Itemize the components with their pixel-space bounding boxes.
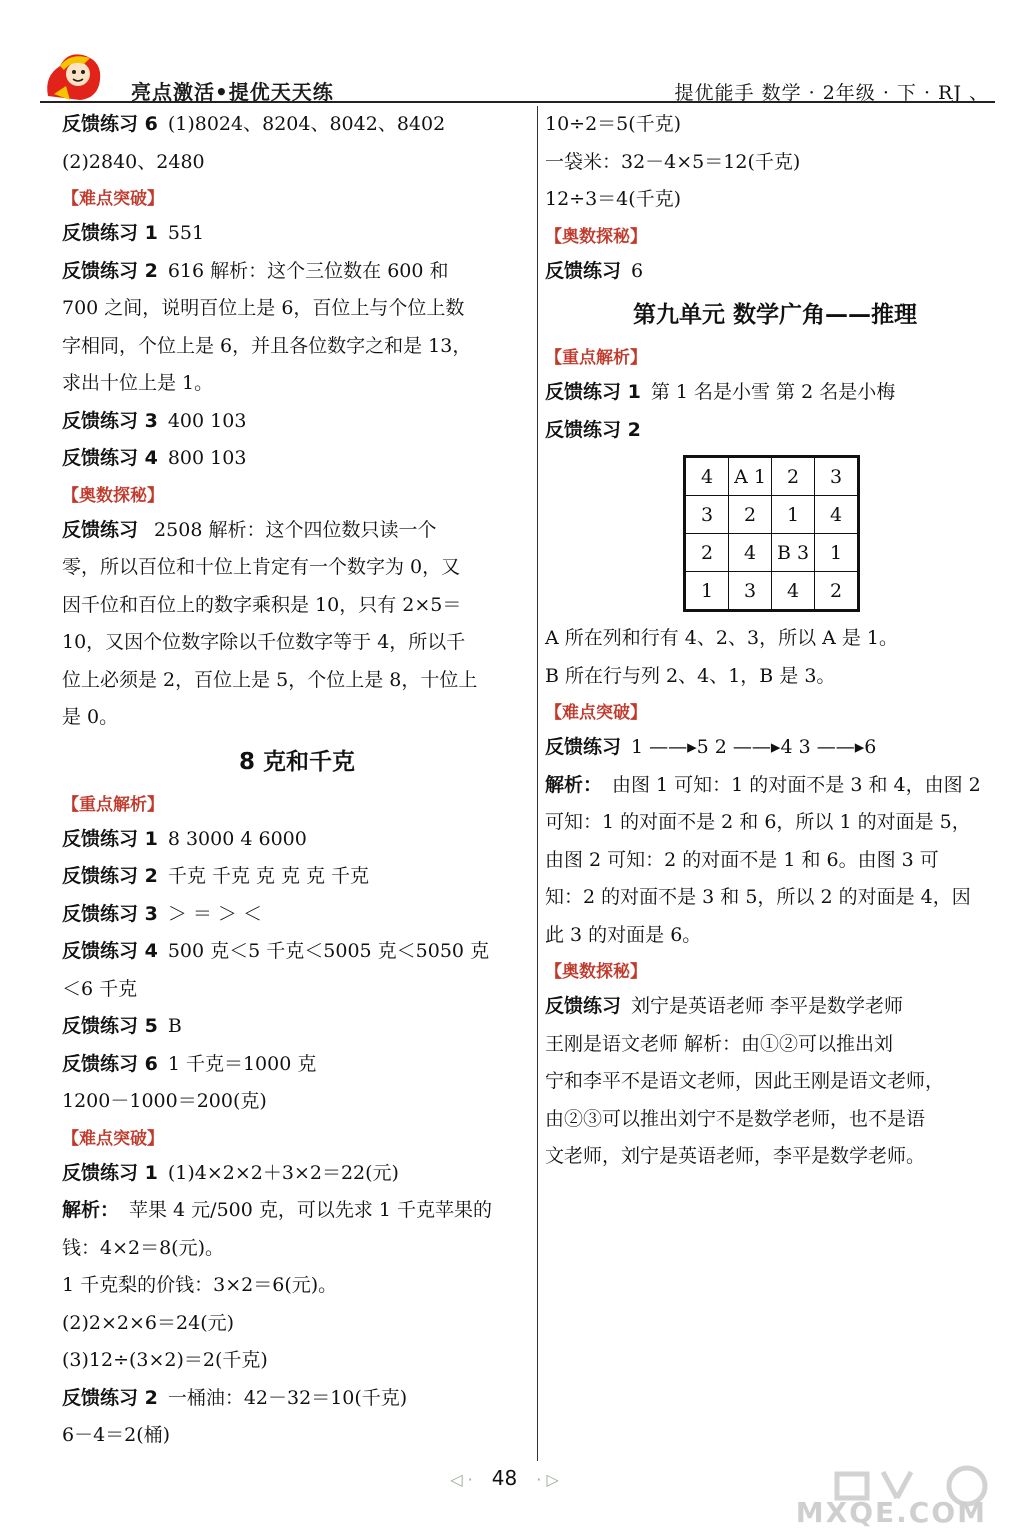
- exercise-label: 反馈练习 1: [62, 1161, 158, 1184]
- grid-cell: A 1: [729, 457, 772, 496]
- answer-text: (1)8024、8204、8042、8402: [167, 113, 446, 135]
- section-heading: 【 重点解析 】: [62, 793, 164, 817]
- answer-text: 由图 1 可知：1 的对面不是 3 和 4，由图 2: [612, 773, 981, 796]
- exercise-label: 反馈练习 2: [62, 259, 158, 282]
- text-line: 位上必须是 2，百位上是 5，个位上是 8，十位上: [62, 668, 478, 691]
- exercise-label: 反馈练习 1: [62, 222, 158, 244]
- mascot-logo-icon: [40, 46, 110, 104]
- grid-cell: 3: [685, 496, 729, 534]
- chapter-title: 8 克和千克: [238, 748, 355, 775]
- exercise-label: 反馈练习 2: [62, 865, 158, 887]
- text-line: 12÷3＝4(千克): [545, 188, 682, 210]
- section-heading: 【 难点突破 】: [62, 1127, 164, 1151]
- right-arrow-icon: · ▷: [536, 1470, 559, 1489]
- text-line: 700 之间，说明百位上是 6，百位上与个位上数: [62, 297, 465, 319]
- section-heading: 【 奥数探秘 】: [62, 484, 164, 508]
- text-line: ＜6 千克: [62, 977, 138, 1000]
- text-line: 由图 2 可知：2 的对面不是 1 和 6。由图 3 可: [545, 848, 939, 871]
- section-heading: 【 难点突破 】: [62, 187, 164, 211]
- grid-cell: 2: [772, 457, 815, 496]
- answer-text: 刘宁是英语老师 李平是数学老师: [631, 995, 904, 1017]
- answer-line: [545, 729, 1005, 767]
- answer-text: 一桶油：42－32＝10(千克): [167, 1386, 408, 1409]
- text-line: (2)2×2×6＝24(元): [62, 1311, 235, 1334]
- series-brand: 亮点激活•提优天天练: [131, 80, 334, 104]
- text-line: (3)12÷(3×2)＝2(千克): [62, 1349, 268, 1371]
- text-line: 由②③可以推出刘宁不是数学老师，也不是语: [545, 1107, 926, 1130]
- grid-cell: 2: [815, 572, 859, 611]
- section-heading: 【 奥数探秘 】: [545, 225, 647, 249]
- text-line: 可知：1 的对面不是 2 和 6，所以 1 的对面是 5，: [545, 811, 971, 833]
- watermark-text: MXQE.COM: [795, 1496, 987, 1529]
- answer-text: 616 解析：这个三位数在 600 和: [167, 259, 449, 282]
- text-line: 因千位和百位上的数字乘积是 10，只有 2×5＝: [62, 593, 462, 616]
- answer-line: [545, 412, 1005, 450]
- answer-line: [62, 821, 532, 859]
- answer-text: 苹果 4 元/500 克，可以先求 1 千克苹果的: [129, 1199, 493, 1221]
- answer-line: [545, 253, 1005, 291]
- header-rule: [40, 101, 995, 103]
- grid-row: [685, 534, 859, 572]
- exercise-label: 反馈练习 6: [62, 1052, 158, 1075]
- answer-line: [62, 896, 532, 934]
- grid-cell: 1: [772, 496, 815, 534]
- grid-cell: 4: [772, 572, 815, 611]
- page-header: [0, 0, 1009, 104]
- answer-line: [62, 1046, 532, 1084]
- answer-line: [62, 1380, 532, 1418]
- answer-line: [62, 1192, 532, 1230]
- exercise-label: 反馈练习 5: [62, 1015, 158, 1037]
- text-line: 字相同，个位上是 6，并且各位数字之和是 13，: [62, 334, 472, 357]
- grid-cell: 1: [815, 534, 859, 572]
- exercise-label: 反馈练习 1: [62, 827, 158, 850]
- text-line: 钱：4×2＝8(元)。: [62, 1236, 225, 1259]
- answer-text: 1 ——▸5 2 ——▸4 3 ——▸6: [631, 736, 877, 758]
- book-info: 提优能手 数学 · 2年级 · 下 · RJ 、: [674, 82, 989, 104]
- answer-line: [62, 440, 532, 478]
- exercise-label: 反馈练习: [545, 995, 622, 1017]
- exercise-label: 反馈练习 2: [545, 418, 641, 441]
- answer-line: [62, 403, 532, 441]
- answer-text: ＞ ＝ ＞ ＜: [167, 902, 262, 925]
- answer-text: 500 克＜5 千克＜5005 克＜5050 克: [167, 940, 490, 962]
- chapter-title: 第九单元 数学广角——推理: [632, 302, 917, 328]
- left-arrow-icon: ◁ ·: [450, 1470, 473, 1489]
- text-line: 10，又因个位数字除以千位数字等于 4，所以千: [62, 631, 466, 653]
- grid-cell: 2: [685, 534, 729, 572]
- answer-text: 551: [167, 222, 205, 244]
- text-line: 一袋米：32－4×5＝12(千克): [545, 150, 801, 173]
- section-heading: 【 重点解析 】: [545, 346, 647, 370]
- exercise-label: 反馈练习 3: [62, 409, 158, 432]
- answer-text: 1 千克＝1000 克: [167, 1052, 317, 1075]
- answer-text: (1)4×2×2＋3×2＝22(元): [167, 1161, 399, 1184]
- grid-cell: 4: [729, 534, 772, 572]
- text-line: (2)2840、2480: [62, 150, 205, 173]
- answer-line: [545, 767, 1005, 805]
- text-line: 1200－1000＝200(克): [62, 1090, 267, 1112]
- answer-line: [62, 1155, 532, 1193]
- answer-text: 2508 解析：这个四位数只读一个: [148, 518, 437, 541]
- answer-line: [62, 933, 532, 971]
- exercise-label: 反馈练习 3: [62, 902, 158, 925]
- grid-cell: B 3: [772, 534, 815, 572]
- section-heading: 【 奥数探秘 】: [545, 960, 647, 984]
- exercise-label: 反馈练习 4: [62, 447, 158, 469]
- exercise-label: 反馈练习 4: [62, 940, 158, 962]
- grid-cell: 3: [729, 572, 772, 611]
- answer-text: 第 1 名是小雪 第 2 名是小梅: [650, 381, 896, 403]
- answer-line: [545, 374, 1005, 412]
- section-heading: 【 难点突破 】: [545, 701, 647, 725]
- grid-row: [685, 496, 859, 534]
- answer-line: [62, 106, 532, 144]
- text-line: 10÷2＝5(千克): [545, 113, 682, 135]
- text-line: 宁和李平不是语文老师，因此王刚是语文老师，: [545, 1070, 945, 1092]
- grid-cell: 2: [729, 496, 772, 534]
- exercise-label: 反馈练习 1: [545, 381, 641, 403]
- answer-line: [62, 253, 532, 291]
- answer-line: [62, 215, 532, 253]
- grid-cell: 4: [685, 457, 729, 496]
- logic-grid-table: [683, 455, 860, 612]
- column-divider: [537, 106, 538, 1461]
- grid-cell: 4: [815, 496, 859, 534]
- grid-row: [685, 457, 859, 496]
- text-line: 1 千克梨的价钱：3×2＝6(元)。: [62, 1274, 338, 1296]
- answer-text: B: [167, 1015, 182, 1037]
- text-line: 王刚是语文老师 解析：由①②可以推出刘: [545, 1032, 894, 1055]
- exercise-label: 反馈练习 2: [62, 1386, 158, 1409]
- grid-row: [685, 572, 859, 611]
- answer-text: 6: [631, 259, 644, 282]
- exercise-label: 解析：: [545, 773, 603, 796]
- answer-text: 8 3000 4 6000: [167, 827, 307, 850]
- answer-line: [62, 512, 532, 550]
- text-line: 知：2 的对面不是 3 和 5，所以 2 的对面是 4，因: [545, 886, 971, 908]
- answer-line: [62, 858, 532, 896]
- grid-cell: 3: [815, 457, 859, 496]
- text-line: 零，所以百位和十位上肯定有一个数字为 0，又: [62, 556, 461, 578]
- text-line: 此 3 的对面是 6。: [545, 923, 702, 946]
- exercise-label: 反馈练习: [545, 259, 622, 282]
- text-line: 文老师，刘宁是英语老师，李平是数学老师。: [545, 1145, 926, 1167]
- text-line: 是 0。: [62, 706, 119, 728]
- left-column: [62, 106, 532, 1455]
- answer-line: [545, 988, 1005, 1026]
- answer-line: [62, 1008, 532, 1046]
- exercise-label: 反馈练习: [545, 736, 622, 758]
- answer-text: 千克 千克 克 克 克 千克: [167, 865, 370, 887]
- grid-cell: 1: [685, 572, 729, 611]
- text-line: 求出十位上是 1。: [62, 372, 214, 394]
- exercise-label: 解析：: [62, 1199, 120, 1221]
- text-line: B 所在行与列 2、4、1，B 是 3。: [545, 664, 836, 687]
- answer-text: 400 103: [167, 409, 247, 432]
- right-column: [545, 106, 1005, 1176]
- page-number: ◁ · 48 · ▷: [450, 1466, 559, 1490]
- text-line: 6－4＝2(桶): [62, 1424, 171, 1446]
- exercise-label: 反馈练习 6: [62, 113, 158, 135]
- exercise-label: 反馈练习: [62, 518, 139, 541]
- answer-text: 800 103: [167, 447, 247, 469]
- text-line: A 所在列和行有 4、2、3，所以 A 是 1。: [545, 627, 898, 649]
